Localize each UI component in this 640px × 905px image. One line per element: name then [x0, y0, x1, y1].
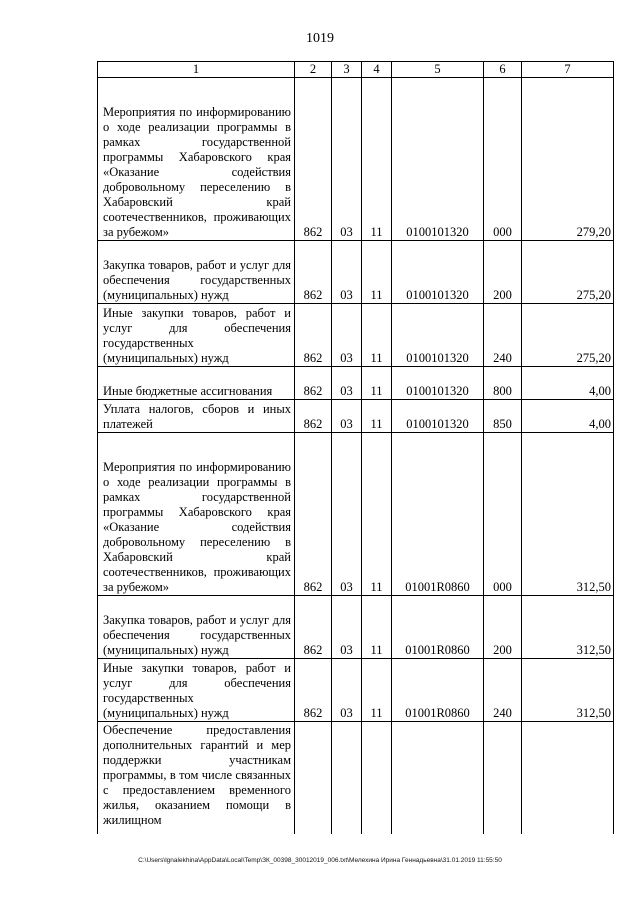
cell-section: 03 — [332, 400, 362, 433]
cell-ministry-code: 862 — [295, 304, 332, 367]
cell-ministry-code: 862 — [295, 596, 332, 659]
column-header: 7 — [522, 62, 614, 78]
table-row — [98, 241, 614, 304]
cell-amount: 4,00 — [522, 367, 614, 400]
cell-ministry-code: 862 — [295, 400, 332, 433]
column-header: 2 — [295, 62, 332, 78]
row-description: Мероприятия по информированию о ходе реализации программы в рамках государственной программы Хабаровского края «Оказание содействия добровольному переселению в Хабаровский край соотечественников, проживающих за рубежом» — [98, 433, 295, 596]
cell-subsection: 11 — [362, 659, 392, 722]
cell-ministry-code: 862 — [295, 241, 332, 304]
cell-section: 03 — [332, 304, 362, 367]
row-description: Закупка товаров, работ и услуг для обеспечения государственных (муниципальных) нужд — [98, 596, 295, 659]
column-header: 3 — [332, 62, 362, 78]
cell-amount: 312,50 — [522, 596, 614, 659]
cell-amount: 312,50 — [522, 659, 614, 722]
cell-target-item — [392, 722, 484, 834]
cell-section: 03 — [332, 78, 362, 241]
cell-expense-type: 000 — [484, 433, 522, 596]
cell-amount: 4,00 — [522, 400, 614, 433]
cell-ministry-code: 862 — [295, 659, 332, 722]
cell-subsection: 11 — [362, 78, 392, 241]
cell-target-item: 01001R0860 — [392, 659, 484, 722]
row-description: Иные бюджетные ассигнования — [98, 367, 295, 400]
row-description: Уплата налогов, сборов и иных платежей — [98, 400, 295, 433]
column-header: 5 — [392, 62, 484, 78]
table-row — [98, 433, 614, 596]
column-header: 4 — [362, 62, 392, 78]
cell-section: 03 — [332, 596, 362, 659]
cell-ministry-code: 862 — [295, 78, 332, 241]
cell-subsection: 11 — [362, 596, 392, 659]
cell-amount: 279,20 — [522, 78, 614, 241]
cell-amount: 312,50 — [522, 433, 614, 596]
table-row — [98, 596, 614, 659]
cell-target-item: 0100101320 — [392, 241, 484, 304]
table-row — [98, 659, 614, 722]
table-row — [98, 722, 614, 834]
cell-subsection: 11 — [362, 241, 392, 304]
cell-subsection: 11 — [362, 400, 392, 433]
cell-target-item: 0100101320 — [392, 304, 484, 367]
row-description: Иные закупки товаров, работ и услуг для обеспечения государственных (муниципальных) нужд — [98, 659, 295, 722]
cell-amount — [522, 722, 614, 834]
cell-ministry-code: 862 — [295, 433, 332, 596]
table-row — [98, 367, 614, 400]
file-path-footer: C:\Users\lgnalekhina\AppData\Local\Temp\ЗК_00398_30012019_006.txt\Мелехина Ирина Геннадьевна\31.01.2019 11:55:50 — [138, 857, 502, 864]
column-header: 6 — [484, 62, 522, 78]
cell-expense-type: 000 — [484, 78, 522, 241]
row-description: Закупка товаров, работ и услуг для обеспечения государственных (муниципальных) нужд — [98, 241, 295, 304]
cell-expense-type: 200 — [484, 241, 522, 304]
cell-amount: 275,20 — [522, 304, 614, 367]
cell-section: 03 — [332, 659, 362, 722]
cell-ministry-code — [295, 722, 332, 834]
cell-subsection — [362, 722, 392, 834]
cell-section: 03 — [332, 433, 362, 596]
cell-expense-type: 850 — [484, 400, 522, 433]
budget-table — [97, 61, 614, 834]
cell-expense-type: 240 — [484, 659, 522, 722]
page-number: 1019 — [306, 31, 334, 46]
cell-target-item: 01001R0860 — [392, 433, 484, 596]
cell-amount: 275,20 — [522, 241, 614, 304]
row-description: Мероприятия по информированию о ходе реализации программы в рамках государственной программы Хабаровского края «Оказание содействия добровольному переселению в Хабаровский край соотечественников, проживающих за рубежом» — [98, 78, 295, 241]
table-row — [98, 400, 614, 433]
table-row — [98, 78, 614, 241]
cell-target-item: 0100101320 — [392, 367, 484, 400]
cell-target-item: 0100101320 — [392, 78, 484, 241]
cell-section: 03 — [332, 241, 362, 304]
table-header-row — [98, 62, 614, 78]
cell-ministry-code: 862 — [295, 367, 332, 400]
cell-target-item: 01001R0860 — [392, 596, 484, 659]
cell-subsection: 11 — [362, 304, 392, 367]
row-description: Обеспечение предоставления дополнительных гарантий и мер поддержки участникам программы, в том числе связанных с предоставлением временного жилья, оказанием помощи в жилищном — [98, 722, 295, 834]
cell-section: 03 — [332, 367, 362, 400]
cell-subsection: 11 — [362, 433, 392, 596]
cell-section — [332, 722, 362, 834]
cell-expense-type: 800 — [484, 367, 522, 400]
cell-expense-type: 240 — [484, 304, 522, 367]
cell-expense-type: 200 — [484, 596, 522, 659]
row-description: Иные закупки товаров, работ и услуг для обеспечения государственных (муниципальных) нужд — [98, 304, 295, 367]
cell-target-item: 0100101320 — [392, 400, 484, 433]
table-row — [98, 304, 614, 367]
column-header: 1 — [98, 62, 295, 78]
cell-subsection: 11 — [362, 367, 392, 400]
cell-expense-type — [484, 722, 522, 834]
